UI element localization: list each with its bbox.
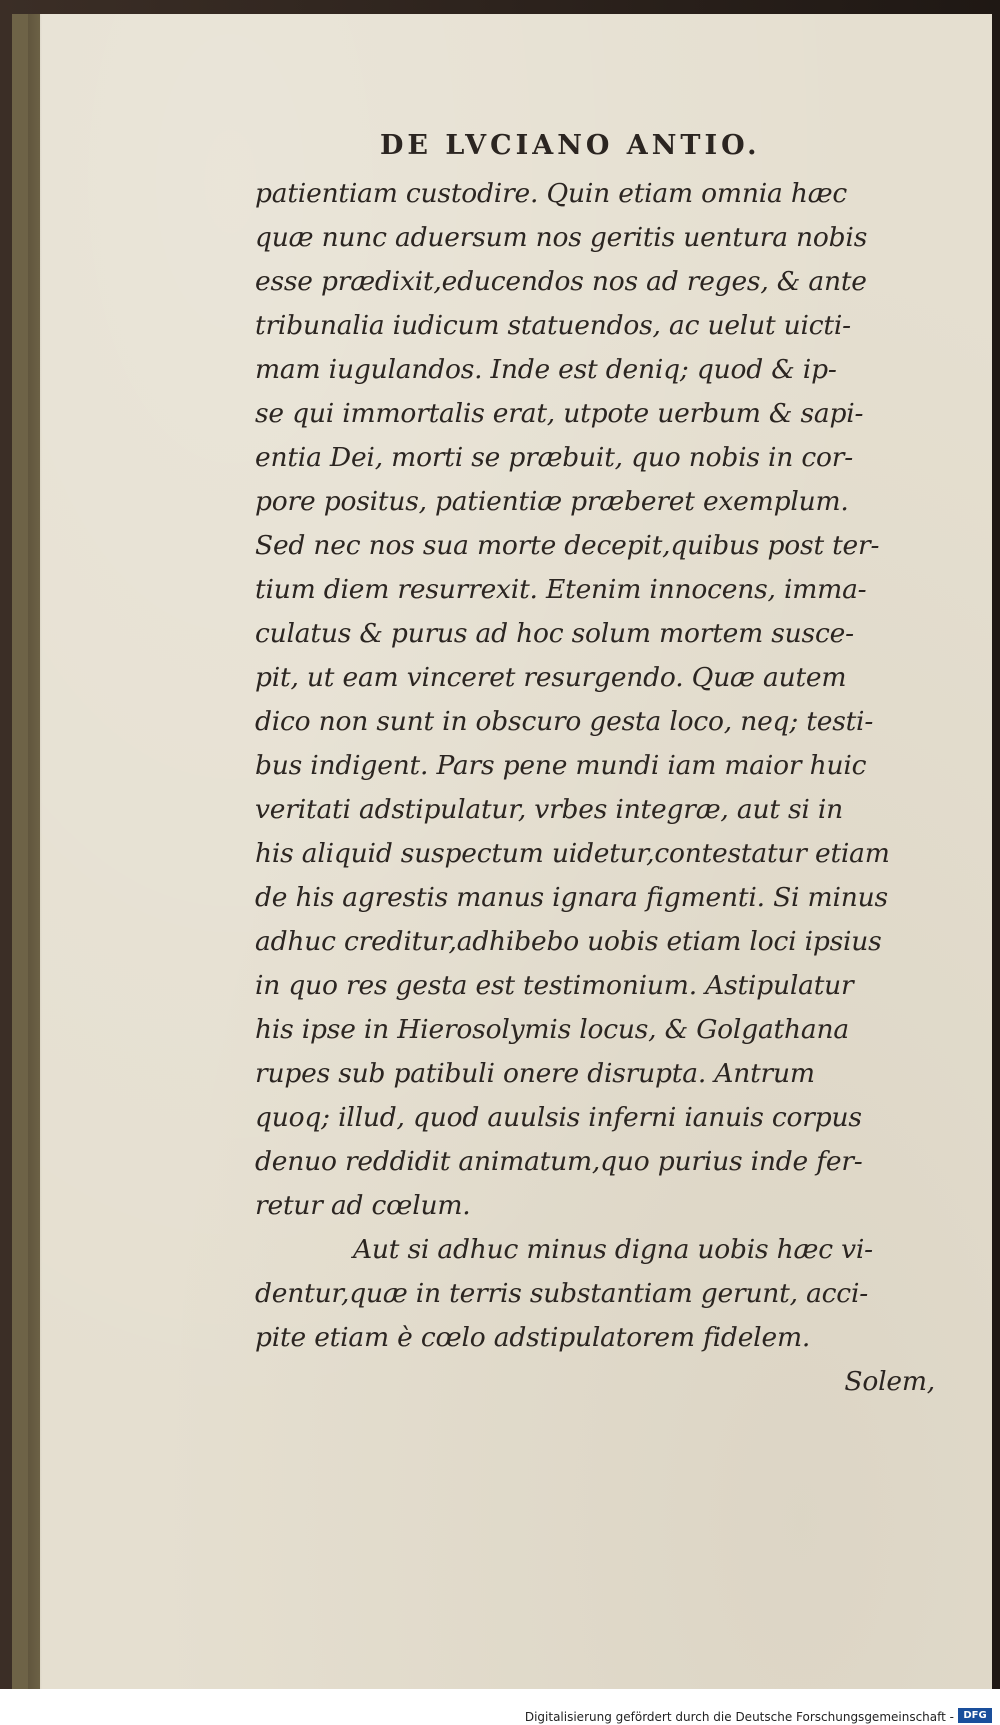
text-line: denuo reddidit animatum,quo purius inde fer- <box>255 1146 863 1177</box>
text-line: rupes sub patibuli onere disrupta. Antrum <box>255 1058 815 1089</box>
text-line: esse prædixit,educendos nos ad reges, & ante <box>255 266 867 297</box>
text-line: Sed nec nos sua morte decepit,quibus post ter- <box>255 530 880 561</box>
text-line: in quo res gesta est testimonium. Astipulatur <box>255 970 854 1001</box>
text-line: mam iugulandos. Inde est deniq; quod & ip- <box>255 354 837 385</box>
page-gutter-shadow <box>28 14 42 1689</box>
text-line: tium diem resurrexit. Etenim innocens, imma- <box>255 574 867 605</box>
text-line: retur ad cœlum. <box>255 1190 471 1221</box>
text-line: quæ nunc aduersum nos geritis uentura nobis <box>255 222 868 253</box>
text-line: tribunalia iudicum statuendos, ac uelut uicti- <box>255 310 851 341</box>
text-line: bus indigent. Pars pene mundi iam maior huic <box>255 750 867 781</box>
text-line: patientiam custodire. Quin etiam omnia hæc <box>255 178 848 209</box>
text-line: se qui immortalis erat, utpote uerbum & sapi- <box>255 398 864 429</box>
text-line: adhuc creditur,adhibebo uobis etiam loci ipsius <box>255 926 882 957</box>
text-line: dico non sunt in obscuro gesta loco, neq; testi- <box>255 706 874 737</box>
text-line: pit, ut eam vinceret resurgendo. Quæ autem <box>255 662 847 693</box>
text-line: veritati adstipulatur, vrbes integræ, aut si in <box>255 794 844 825</box>
paragraph-start-line: Aut si adhuc minus digna uobis hæc vi- <box>353 1234 873 1265</box>
catchword: Solem, <box>844 1366 935 1397</box>
text-line: culatus & purus ad hoc solum mortem susce- <box>255 618 854 649</box>
text-line: quoq; illud, quod auulsis inferni ianuis corpus <box>255 1102 862 1133</box>
text-line: his ipse in Hierosolymis locus, & Golgathana <box>255 1014 849 1045</box>
text-line: pore positus, patientiæ præberet exemplum. <box>255 486 849 517</box>
text-line: entia Dei, morti se præbuit, quo nobis in cor- <box>255 442 853 473</box>
funding-credit: Digitalisierung gefördert durch die Deutsche Forschungsgemeinschaft - <box>524 1710 954 1724</box>
text-line: de his agrestis manus ignara figmenti. Si minus <box>255 882 888 913</box>
running-header: DE LVCIANO ANTIO. <box>380 130 761 161</box>
text-line: dentur,quæ in terris substantiam gerunt, acci- <box>255 1278 868 1309</box>
text-line: his aliquid suspectum uidetur,contestatur etiam <box>255 838 890 869</box>
dfg-logo: DFG <box>958 1708 992 1723</box>
text-line: pite etiam è cœlo adstipulatorem fidelem. <box>255 1322 811 1353</box>
body-text <box>255 172 955 1404</box>
